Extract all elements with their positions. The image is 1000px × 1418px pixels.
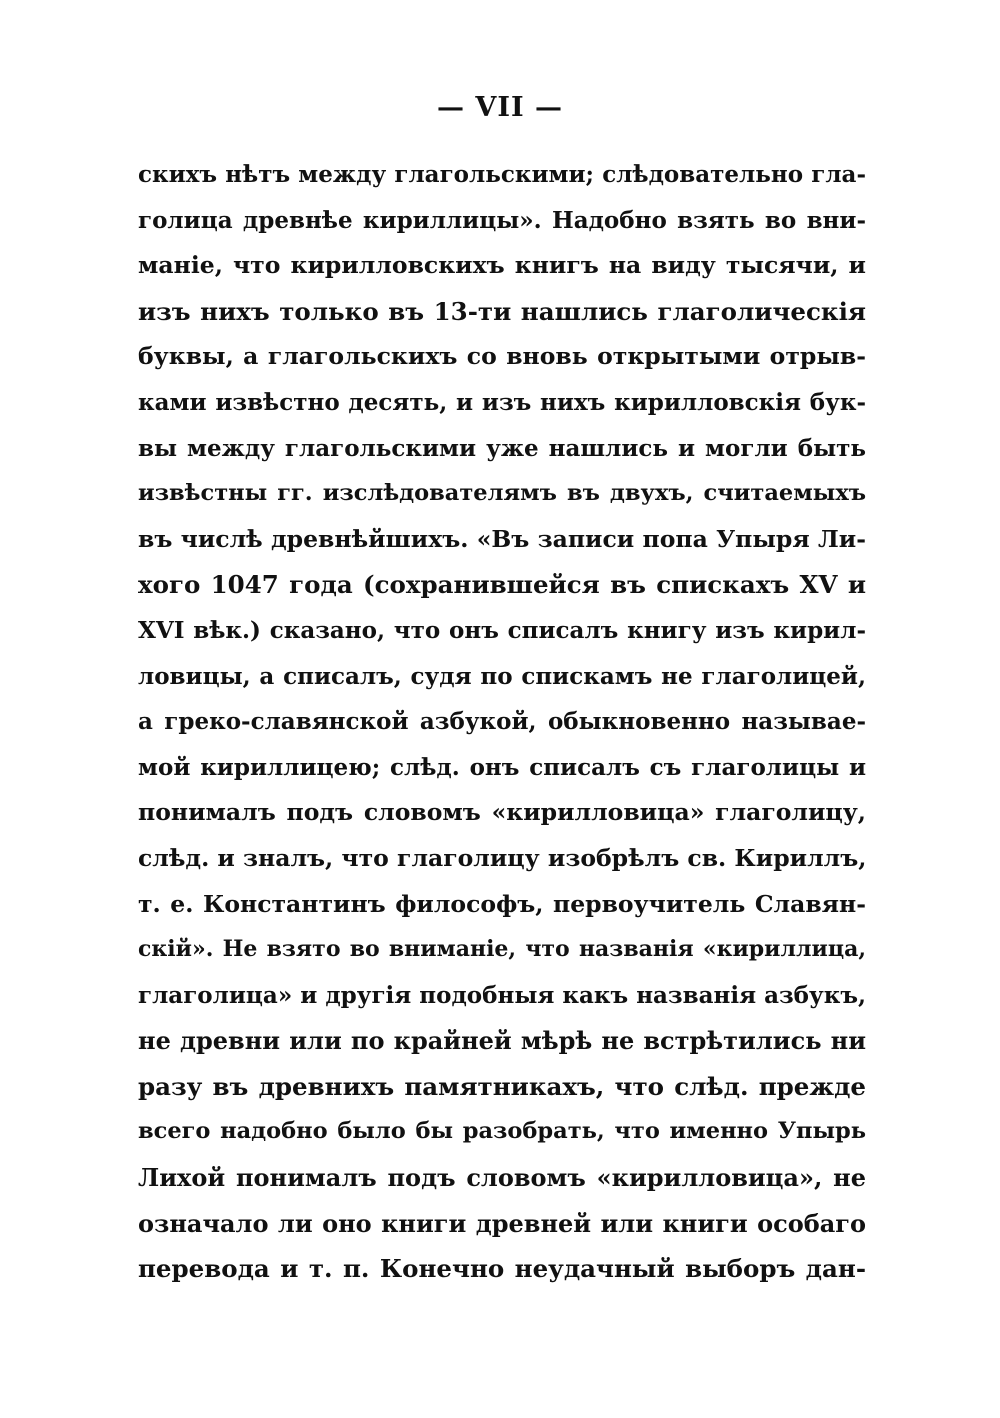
text-line: а греко-славянской азбукой, обыкновенно называе- bbox=[138, 708, 866, 736]
text-line: разу въ древнихъ памятникахъ, что слѣд. прежде bbox=[138, 1071, 866, 1101]
text-line: маніе, что кирилловскихъ книгъ на виду тысячи, и bbox=[138, 251, 866, 280]
text-line: понималъ подъ словомъ «кирилловица» глаголицу, bbox=[138, 798, 866, 827]
text-line: XVI вѣк.) сказано, что онъ списалъ книгу изъ кирил- bbox=[138, 616, 866, 644]
text-line: хого 1047 года (сохранившейся въ спискахъ XV и bbox=[138, 570, 866, 600]
body-text bbox=[138, 152, 866, 1292]
text-line: т. е. Константинъ философъ, первоучитель Славян- bbox=[138, 889, 866, 918]
text-line: ками извѣстно десять, и изъ нихъ кирилловскія бук- bbox=[138, 388, 866, 416]
text-line: изъ нихъ только въ 13-ти нашлись глаголическія bbox=[138, 296, 866, 326]
page-number: — VII — bbox=[436, 92, 563, 123]
text-line: не древни или по крайней мѣрѣ не встрѣтились ни bbox=[138, 1026, 866, 1056]
text-line: Лихой понималъ подъ словомъ «кирилловица», не bbox=[138, 1163, 866, 1193]
text-line: въ числѣ древнѣйшихъ. «Въ записи попа Упыря Ли- bbox=[138, 524, 866, 553]
text-line: означало ли оно книги древней или книги особагo bbox=[138, 1208, 866, 1238]
text-line: глаголица» и другія подобныя какъ названія азбукъ, bbox=[138, 981, 866, 1009]
text-line: перевода и т. п. Конечно неудачный выборъ дан- bbox=[138, 1254, 866, 1284]
text-line: мой кириллицею; слѣд. онъ списалъ съ глаголицы и bbox=[138, 753, 866, 781]
text-line: скій». Не взято во вниманіе, что названія «кириллица, bbox=[138, 936, 866, 963]
text-line: извѣстны гг. изслѣдователямъ въ двухъ, считаемыхъ bbox=[138, 480, 866, 507]
text-line: вы между глагольскими уже нашлись и могли быть bbox=[138, 434, 866, 462]
text-line: скихъ нѣтъ между глагольскими; слѣдовательно гла- bbox=[138, 161, 866, 188]
text-line: буквы, а глагольскихъ со вновь открытыми отрыв- bbox=[138, 342, 866, 371]
text-line: ловицы, а списалъ, судя по спискамъ не глаголицей, bbox=[138, 662, 866, 690]
text-line: голица древнѣе кириллицы». Надобно взять во вни- bbox=[138, 206, 866, 234]
text-line: слѣд. и зналъ, что глаголицу изобрѣлъ св. Кириллъ, bbox=[138, 843, 866, 872]
text-line: всего надобно было бы разобрать, что именно Упырь bbox=[138, 1118, 866, 1145]
